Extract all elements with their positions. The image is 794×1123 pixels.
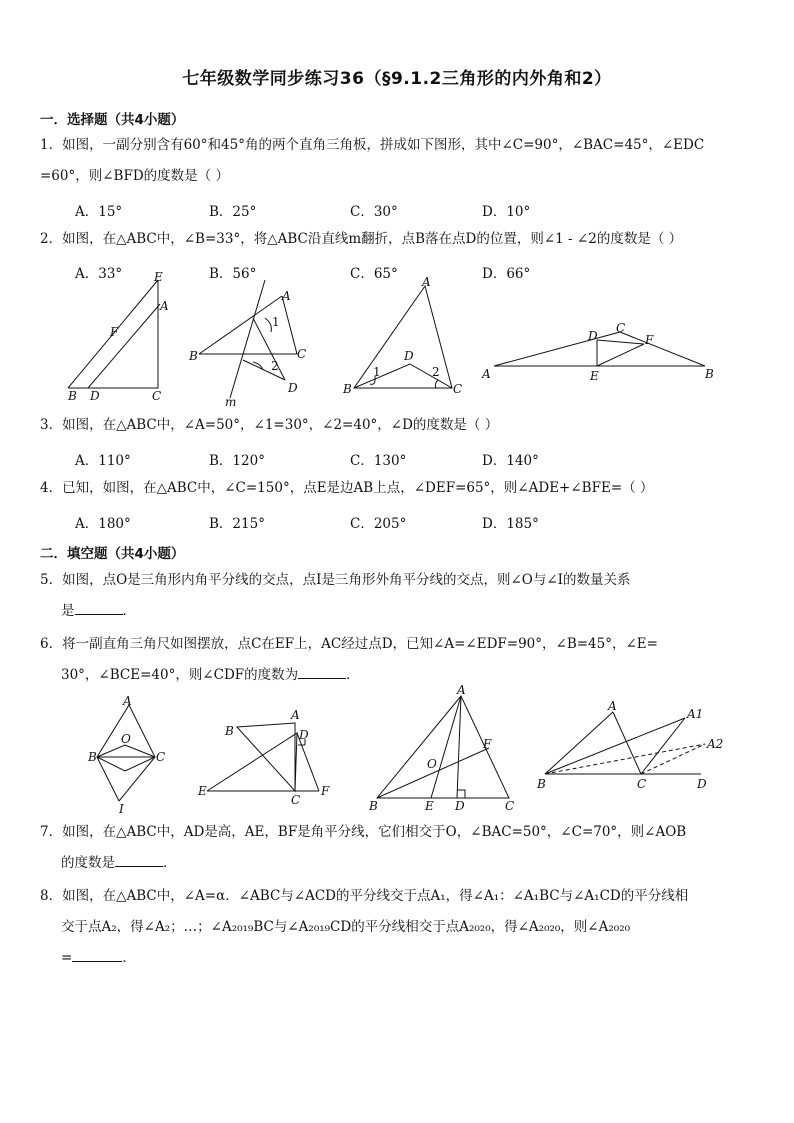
fig4-label-A: A xyxy=(482,367,491,381)
question-3-options xyxy=(75,449,675,469)
fig7-label-B: B xyxy=(369,799,378,813)
option-c[interactable]: C．30° xyxy=(350,204,398,220)
fig1-label-A: A xyxy=(160,299,169,313)
question-6: 6．将一副直角三角尺如图摆放，点C在EF上，AC经过点D，已知∠A=∠EDF=90°，∠B=45°，∠E= 30°，∠BCE=40°，则∠CDF的度数为 ． xyxy=(54,629,744,691)
fig1-label-E: E xyxy=(154,270,163,284)
fig2-label-B: B xyxy=(189,349,198,363)
question-3-line1: 3．如图，在△ABC中，∠A=50°，∠1=30°，∠2=40°，∠D的度数是（ ） xyxy=(40,417,499,433)
figure-q5 xyxy=(85,695,175,815)
question-8-line1: 8．如图，在△ABC中，∠A=α．∠ABC与∠ACD的平分线交于点A₁，得∠A₁：∠A₁BC与∠A₁CD的平分线相 xyxy=(40,888,689,904)
question-7: 7．如图，在△ABC中，AD是高，AE，BF是角平分线，它们相交于O，∠BAC=50°，∠C=70°，则∠AOB 的度数是 ． xyxy=(54,817,744,879)
question-8-line2: 交于点A₂，得∠A₂；…；∠A₂₀₁₉BC与∠A₂₀₁₉CD的平分线相交于点A₂₀₂₀，得∠A₂₀₂₀，则∠A₂₀₂₀ xyxy=(61,919,631,935)
option-a[interactable]: A．15° xyxy=(75,204,123,220)
fig8-label-D: D xyxy=(697,777,707,791)
fig7-label-C: C xyxy=(505,799,515,813)
fig8-label-C: C xyxy=(637,777,647,791)
answer-blank-7[interactable] xyxy=(115,852,163,867)
page-title: 七年级数学同步练习36（§9.1.2三角形的内外角和2） xyxy=(182,69,612,89)
fig2-label-m: m xyxy=(225,395,237,409)
option-c[interactable]: C．65° xyxy=(350,266,398,282)
fig7-label-F: F xyxy=(483,737,492,751)
figure-q7 xyxy=(365,684,525,814)
fig3-label-B: B xyxy=(343,382,352,396)
option-b[interactable]: B．215° xyxy=(209,516,265,532)
option-a[interactable]: A．180° xyxy=(75,516,131,532)
fig2-label-D: D xyxy=(288,381,298,395)
figure-q6 xyxy=(195,705,345,805)
fig7-label-A: A xyxy=(457,683,466,697)
question-7-line1: 7．如图，在△ABC中，AD是高，AE，BF是角平分线，它们相交于O，∠BAC=50°，∠C=70°，则∠AOB xyxy=(40,824,687,840)
question-5-line2: 是 xyxy=(61,603,75,619)
fig3-label-1: 1 xyxy=(373,365,381,379)
fig6-label-D: D xyxy=(299,728,309,742)
fig1-label-C: C xyxy=(152,389,162,403)
question-1 xyxy=(40,130,744,192)
figure-q8 xyxy=(535,698,735,798)
question-7-line2: 的度数是 xyxy=(61,855,115,871)
question-6-line1: 6．将一副直角三角尺如图摆放，点C在EF上，AC经过点D，已知∠A=∠EDF=90°，∠B=45°，∠E= xyxy=(40,636,658,652)
fig8-label-A: A xyxy=(608,699,617,713)
fig3-label-C: C xyxy=(453,382,463,396)
question-3 xyxy=(40,410,744,441)
section-title-choice: 一．选择题（共4小题） xyxy=(40,112,185,128)
option-c[interactable]: C．205° xyxy=(350,516,407,532)
fig6-label-A: A xyxy=(291,708,300,722)
figure-q3 xyxy=(340,276,470,401)
option-d[interactable]: D．185° xyxy=(482,516,539,532)
fig8-label-A2: A2 xyxy=(707,737,724,751)
fig4-label-D: D xyxy=(588,329,598,343)
figure-q1 xyxy=(60,270,180,403)
fig4-label-E: E xyxy=(590,369,599,383)
fig6-label-E: E xyxy=(198,784,207,798)
section-title-fill: 二．填空题（共4小题） xyxy=(40,546,185,562)
question-2 xyxy=(40,224,744,255)
fig1-label-D: D xyxy=(90,389,100,403)
fig5-label-O: O xyxy=(121,732,131,746)
figure-q2 xyxy=(185,280,315,410)
fig1-label-B: B xyxy=(68,389,77,403)
question-6-line2: 30°，∠BCE=40°，则∠CDF的度数为 xyxy=(61,667,299,683)
question-1-line2: =60°，则∠BFD的度数是（ ） xyxy=(40,168,229,184)
answer-blank-6[interactable] xyxy=(298,664,346,679)
fig3-label-2: 2 xyxy=(432,365,440,379)
question-2-line1: 2．如图，在△ABC中，∠B=33°，将△ABC沿直线m翻折，点B落在点D的位置，则∠1 - ∠2的度数是（ ） xyxy=(40,231,683,247)
fig3-label-A: A xyxy=(422,275,431,289)
fig2-label-1: 1 xyxy=(272,315,280,329)
question-4-options xyxy=(75,512,675,532)
fig4-label-F: F xyxy=(645,333,654,347)
fig6-label-B: B xyxy=(225,724,234,738)
fig8-label-B: B xyxy=(537,777,546,791)
fig4-label-C: C xyxy=(616,321,626,335)
fig2-label-2: 2 xyxy=(271,359,279,373)
answer-blank-5[interactable] xyxy=(75,600,123,615)
fig8-label-A1: A1 xyxy=(687,707,704,721)
fig1-label-F: F xyxy=(110,325,119,339)
option-d[interactable]: D．140° xyxy=(482,453,539,469)
option-a[interactable]: A．110° xyxy=(75,453,131,469)
option-d[interactable]: D．10° xyxy=(482,204,531,220)
question-5: 5．如图，点O是三角形内角平分线的交点，点I是三角形外角平分线的交点，则∠O与∠I的数量关系 是 ． xyxy=(54,565,744,627)
fig5-label-I: I xyxy=(119,802,124,816)
fig7-label-O: O xyxy=(427,757,437,771)
answer-blank-8[interactable] xyxy=(72,947,122,962)
question-1-line1: 1．如图，一副分别含有60°和45°角的两个直角三角板，拼成如下图形，其中∠C=90°，∠BAC=45°，∠EDC xyxy=(40,137,705,153)
fig2-label-C: C xyxy=(297,347,307,361)
option-d[interactable]: D．66° xyxy=(482,266,531,282)
fig6-label-F: F xyxy=(321,784,330,798)
option-a[interactable]: A．33° xyxy=(75,266,123,282)
question-4 xyxy=(40,473,744,504)
fig6-label-C: C xyxy=(291,793,301,807)
question-4-line1: 4．已知，如图，在△ABC中，∠C=150°，点E是边AB上点，∠DEF=65°，则∠ADE+∠BFE=（ ） xyxy=(40,480,654,496)
fig5-label-B: B xyxy=(88,750,97,764)
figure-q4 xyxy=(480,320,720,383)
fig3-label-D: D xyxy=(404,349,414,363)
fig5-label-A: A xyxy=(123,694,132,708)
option-b[interactable]: B．120° xyxy=(209,453,265,469)
question-5-line1: 5．如图，点O是三角形内角平分线的交点，点I是三角形外角平分线的交点，则∠O与∠I的数量关系 xyxy=(40,572,631,588)
fig5-label-C: C xyxy=(156,750,166,764)
option-b[interactable]: B．56° xyxy=(209,266,257,282)
fig7-label-D: D xyxy=(455,799,465,813)
question-1-options xyxy=(75,200,675,220)
fig7-label-E: E xyxy=(425,799,434,813)
question-8: 8．如图，在△ABC中，∠A=α．∠ABC与∠ACD的平分线交于点A₁，得∠A₁：∠A₁BC与∠A₁CD的平分线相 交于点A₂，得∠A₂；…；∠A₂₀₁₉BC与∠A₂₀₁₉CD的平分线相交于点A₂₀₂₀，得∠A₂₀₂₀，则∠A₂₀₂₀ = ． xyxy=(54,881,744,974)
fig2-label-A: A xyxy=(282,289,291,303)
question-8-line3: = xyxy=(61,950,73,966)
fig4-label-B: B xyxy=(705,367,714,381)
option-c[interactable]: C．130° xyxy=(350,453,407,469)
option-b[interactable]: B．25° xyxy=(209,204,257,220)
